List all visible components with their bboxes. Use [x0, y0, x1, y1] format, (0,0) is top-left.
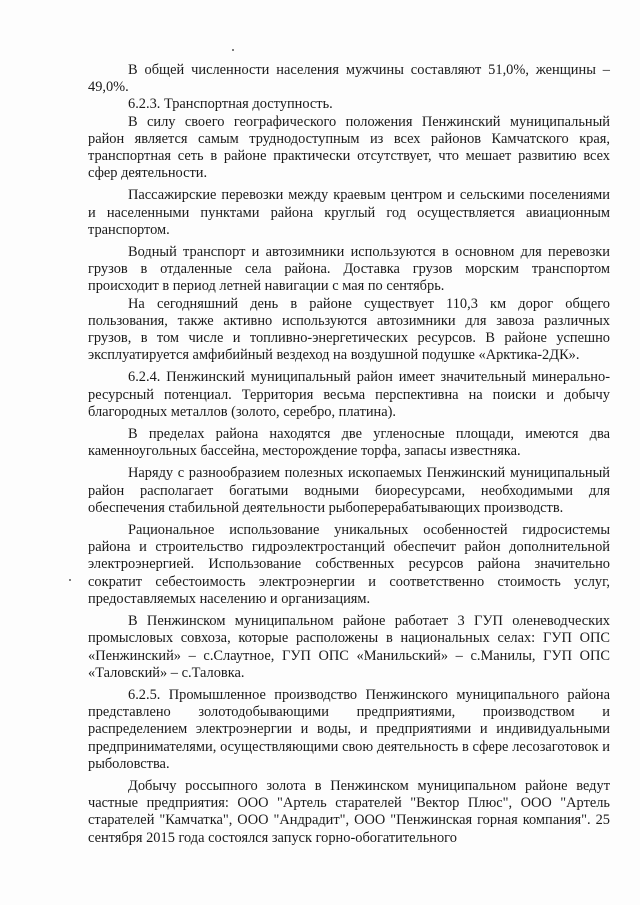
heading-6-2-5-paragraph: 6.2.5. Промышленное производство Пенжинского муниципального района представлено золотодобывающими предприятиями, производством и распределением электроэнергии и воды, и предприятиями и индивидуальными предпринимателями, осуществляющими свою деятельность в сфере лесозаготовок и рыболовства.	[88, 686, 610, 772]
paragraph-roads: На сегодняшний день в районе существует 110,3 км дорог общего пользования, также активно используются автозимники для завоза различных грузов, в том числе и топливно-энергетических ресурсов. В районе успешно эксплуатируется амфибийный вездеход на воздушной подушке «Арктика-2ДК».	[88, 295, 610, 364]
heading-6-2-3: 6.2.3. Транспортная доступность.	[128, 96, 333, 113]
document-body	[88, 62, 610, 847]
paragraph-passenger-transport: Пассажирские перевозки между краевым центром и сельскими поселениями и населенными пунктами района круглый год осуществляется авиационным транспортом.	[88, 187, 610, 238]
paragraph-water-transport: Водный транспорт и автозимники используются в основном для перевозки грузов в отдаленные села района. Доставка грузов морским транспортом происходит в период летней навигации с мая по сентябрь.	[88, 244, 610, 295]
scan-speck	[232, 49, 234, 51]
paragraph-geography: В силу своего географического положения Пенжинский муниципальный район является самым труднодоступным из всех районов Камчатского края, транспортная сеть в районе практически отсутствует, что мешает развитию всех сфер деятельности.	[88, 113, 610, 182]
paragraph-population-share: В общей численности населения мужчины составляют 51,0%, женщины – 49,0%.	[88, 62, 610, 96]
paragraph-coal: В пределах района находятся две угленосные площади, имеются два каменноугольных бассейна, месторождение торфа, запасы известняка.	[88, 426, 610, 460]
paragraph-hydro: Рациональное использование уникальных особенностей гидросистемы района и строительство гидроэлектростанций обеспечит район дополнительной электроэнергией. Использование собственных ресурсов района значительно сократит себестоимость электроэнергии и соответственно стоимость услуг, предоставляемых населению и организациям.	[88, 522, 610, 607]
scan-speck	[69, 579, 71, 581]
heading-6-2-4-paragraph: 6.2.4. Пенжинский муниципальный район имеет значительный минерально-ресурсный потенциал. Территория весьма перспективна на поиски и добычу благородных металлов (золото, серебро, платина).	[88, 369, 610, 420]
paragraph-reindeer-farms: В Пенжинском муниципальном районе работает 3 ГУП оленеводческих промысловых совхоза, которые расположены в национальных селах: ГУП ОПС «Пенжинский» – с.Слаутное, ГУП ОПС «Манильский» – с.Манилы, ГУП ОПС «Таловский» – с.Таловка.	[88, 613, 610, 681]
paragraph-bioresources: Наряду с разнообразием полезных ископаемых Пенжинский муниципальный район располагает богатыми водными биоресурсами, необходимыми для обеспечения стабильной деятельности рыбоперерабатывающих производств.	[88, 465, 610, 516]
paragraph-gold-mining: Добычу россыпного золота в Пенжинском муниципальном районе ведут частные предприятия: ООО "Артель старателей "Вектор Плюс", ООО "Артель старателей "Камчатка", ООО "Андрадит", ООО "Пенжинская горная компания". 25 сентября 2015 года состоялся запуск горно-обогатительного	[88, 777, 610, 846]
